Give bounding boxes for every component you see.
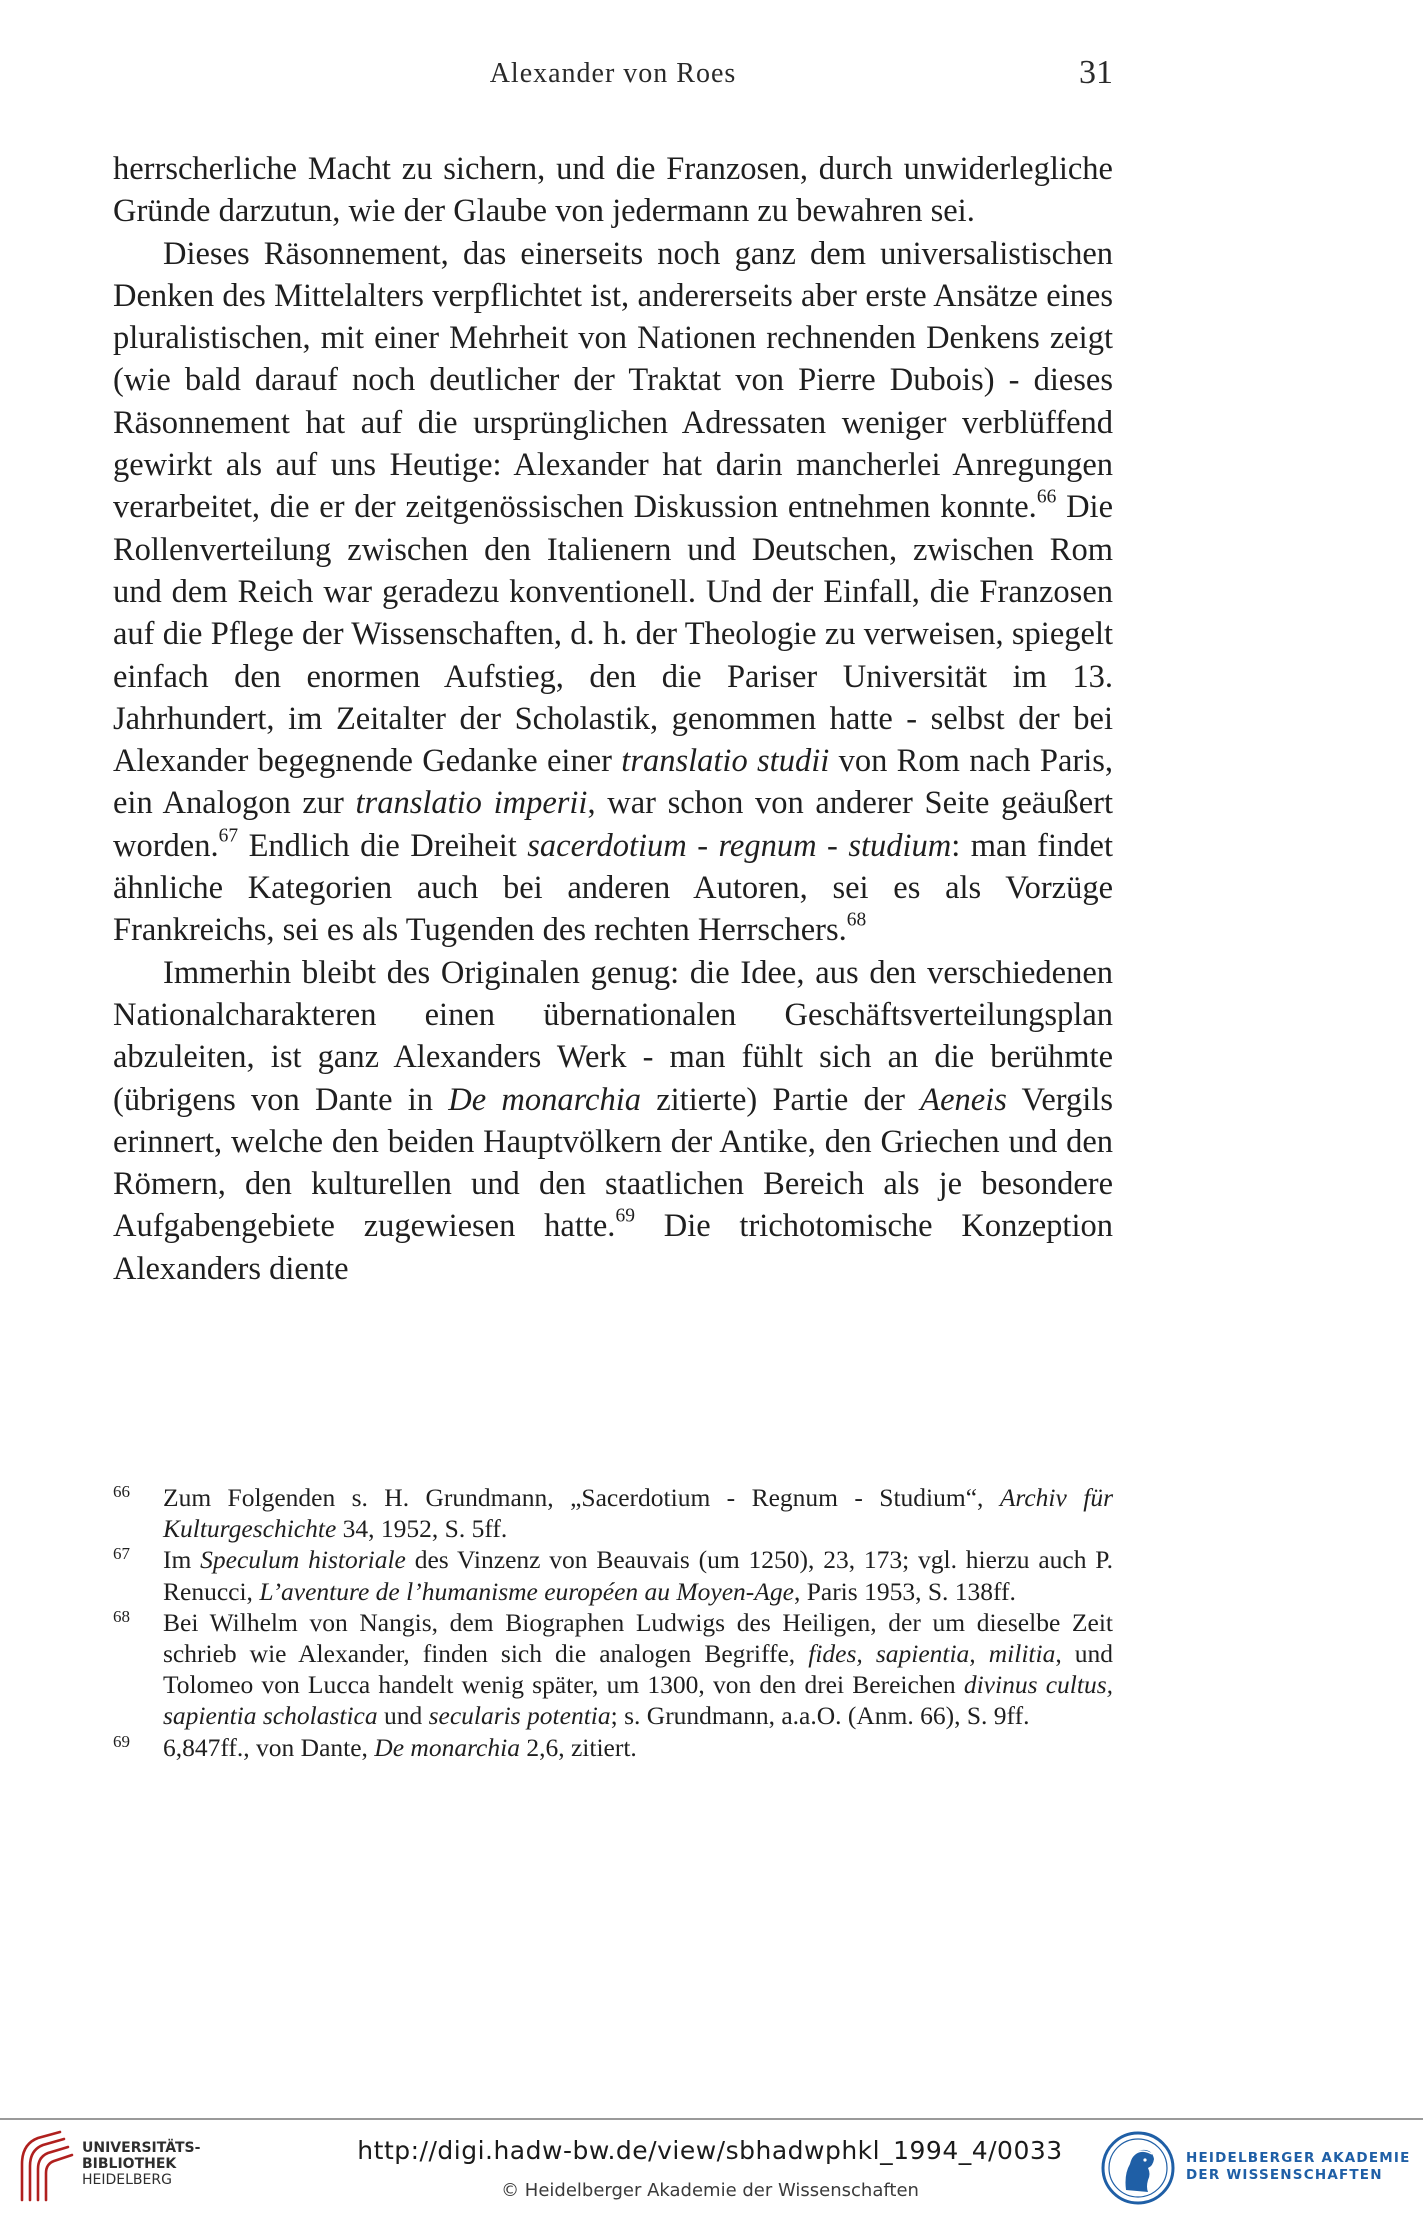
footnote-number: 68 (113, 1606, 130, 1626)
footnote-ref-68[interactable]: 68 (846, 909, 867, 931)
paragraph-1: herrscherliche Macht zu sichern, und die Franzosen, durch unwiderlegliche Gründe darzutun, wie der Glaube von jedermann zu bewahren sei. (113, 151, 1113, 230)
viewer-footer (0, 2118, 1423, 2217)
running-title: Alexander von Roes (489, 58, 737, 89)
footnote-ref-67[interactable]: 67 (218, 825, 239, 847)
footnote-number: 69 (113, 1731, 130, 1751)
footnote-number: 67 (113, 1544, 130, 1564)
copyright-notice: © Heidelberger Akademie der Wissenschaften (501, 2180, 919, 2201)
footnote-ref-66[interactable]: 66 (1036, 486, 1057, 508)
permalink-url[interactable]: http://digi.hadw-bw.de/view/sbhadwphkl_1994_4/0033 (357, 2136, 1063, 2165)
footnotes (113, 1482, 1113, 1763)
university-library-name: UNIVERSITÄTS- BIBLIOTHEK HEIDELBERG (82, 2140, 201, 2188)
academy-seal-icon[interactable] (1100, 2130, 1176, 2206)
footnote-ref-69[interactable]: 69 (615, 1205, 635, 1227)
footnote-68: 68 Bei Wilhelm von Nangis, dem Biographen Ludwigs des Heiligen, der um dieselbe Zeit schrieb wie Alexander, finden sich die analogen Begriffe, fides, sapientia, militia, und Tolomeo von Lucca handelt wenig später, um 1300, von den drei Bereichen divinus cultus, sapientia scholastica und secularis potentia; s. Grundmann, a.a.O. (Anm. 66), S. 9ff. (113, 1607, 1113, 1732)
footnote-69: 69 6,847ff., von Dante, De monarchia 2,6, zitiert. (113, 1732, 1113, 1763)
running-head (113, 54, 1113, 104)
paragraph-3: Immerhin bleibt des Originalen genug: die Idee, aus den verschiedenen Nationalcharakteren einen übernationalen Geschäftsverteilungsplan abzuleiten, ist ganz Alexanders Werk - man fühlt sich an die berühmte (übrigens von Dante in De monarchia zitierte) Partie der Aeneis Vergils erinnert, welche den beiden Hauptvölkern der Antike, den Griechen und den Römern, den kulturellen und den staatlichen Bereich als je besondere Aufgabengebiete zugewiesen hatte.$^{69}$ Die trichotomische Konzeption Alexanders diente (113, 954, 1113, 1287)
footnote-67: 67 Im Speculum historiale des Vinzenz von Beauvais (um 1250), 23, 173; vgl. hierzu auch P. Renucci, L’aventure de l’humanisme européen au Moyen-Age, Paris 1953, S. 138ff. (113, 1544, 1113, 1606)
academy-name: HEIDELBERGER AKADEMIE DER WISSENSCHAFTEN (1186, 2150, 1411, 2183)
body-text (113, 148, 1113, 1290)
paragraph-2: Dieses Räsonnement, das einerseits noch ganz dem universalistischen Denken des Mittelalters verpflichtet ist, andererseits aber erste Ansätze eines pluralistischen, mit einer Mehrheit von Nationen rechnenden Denkens zeigt (wie bald darauf noch deutlicher der Traktat von Pierre Dubois) - dieses Räsonnement hat auf die ursprünglichen Adressaten weniger verblüffend gewirkt als auf uns Heutige: Alexander hat darin mancherlei Anregungen verarbeitet, die er der zeitgenössischen Diskussion entnehmen konnte.$^{66}$ Die Rollenverteilung zwischen den Italienern und Deutschen, zwischen Rom und dem Reich war geradezu konventionell. Und der Einfall, die Franzosen auf die Pflege der Wissenschaften, d. h. der Theologie zu verweisen, spiegelt einfach den enormen Aufstieg, den die Pariser Universität im 13. Jahrhundert, im Zeitalter der Scholastik, genommen hatte - selbst der bei Alexander begegnende Gedanke einer translatio studii von Rom nach Paris, ein Analogon zur translatio imperii, war schon von anderer Seite geäußert worden.$^{67}$ Endlich die Dreiheit sacerdotium - regnum - studium: man findet ähnliche Kategorien auch bei anderen Autoren, sei es als Vorzüge Frankreichs, sei es als Tugenden des rechten Herrschers.$^{68}$ (113, 235, 1114, 949)
footnote-66: 66 Zum Folgenden s. H. Grundmann, „Sacerdotium - Regnum - Studium“, Archiv für Kulturgeschichte 34, 1952, S. 5ff. (113, 1482, 1113, 1544)
page-number: 31 (1079, 54, 1113, 91)
university-library-logo-icon[interactable] (16, 2130, 76, 2206)
footnote-number: 66 (113, 1482, 130, 1501)
